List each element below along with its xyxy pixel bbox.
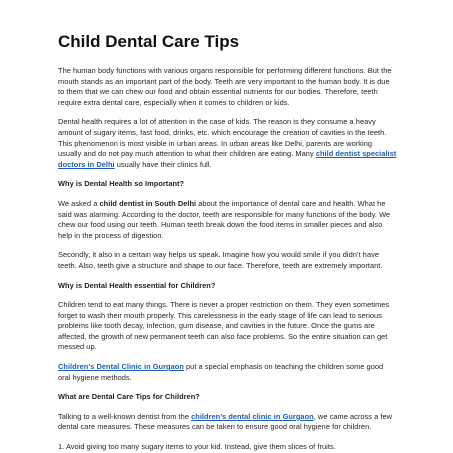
children-care-paragraph: Children tend to eat many things. There is never a proper restriction on them. They even sometimes forget to wash their mouth properly. This carelessness in the early stage of life can lead to serious problems like tooth decay, infection, gum disease, and cavities in the future. Once the gums are affected, the growth of new permanent teeth can also face problems. So the entire situation can get messed up. [58, 300, 390, 352]
south-delhi-paragraph [58, 199, 397, 241]
urban-dental-text-end: usually have their clinics full. [114, 159, 212, 169]
childrens-dental-clinic-link[interactable]: children’s dental clinic in Gurgaon [191, 411, 314, 421]
south-delhi-text-end: about the importance of dental care and health. What he said was alarming. According to the doctor, teeth are responsible for many functions of the body. We chew our food using our teeth. Human teeth break down the food items in smaller pieces and also help in the process of digestion. [58, 198, 391, 240]
south-delhi-bold: child dentist in South Delhi [99, 198, 197, 208]
urban-dental-text: Dental health requires a lot of attention in the case of kids. The reason is they consume a heavy amount of sugary items, fast food, drinks, etc. which encourage the creation of cavities in the teeth. This phenomenon is most visible in urban areas. In urban areas like Delhi, parents are working usually and do not pay much attention to what their children are eating. Many [58, 117, 387, 159]
section-heading-children: Why is Dental Health essential for Children? [58, 280, 216, 290]
tips-intro-text-end: , we came across a few dental care measures. These measures can be taken to ensure good oral hygiene for children. [58, 411, 393, 432]
gurgaon-clinic-text: put a special emphasis on teaching the children some good oral hygiene methods. [58, 362, 384, 382]
gurgaon-clinic-paragraph [58, 362, 397, 383]
tip-1-item: 1. Avoid giving too many sugary items to your kid. Instead, give them slices of fruits. [58, 442, 336, 452]
intro-paragraph: The human body functions with various organs responsible for performing different functions. But the mouth stands as an important part of the body. Teeth are very important to the human body. It is due to them that we can chew our food and obtain essential nutrients for our bodies. Therefore, teeth require extra dental care, especially when it comes to children or kids. [58, 66, 392, 107]
urban-dental-paragraph [58, 117, 397, 170]
speech-paragraph: Secondly, it also in a certain way helps us speak. Imagine how you would smile if you didn’t have teeth. Also, teeth give a structure and shape to our face. Therefore, teeth are extremely important. [58, 250, 383, 270]
tips-intro-paragraph [58, 412, 397, 433]
section-heading-tips: What are Dental Care Tips for Children? [58, 392, 200, 402]
tips-intro-text-start: Talking to a well-known dentist from the [58, 411, 192, 421]
section-heading-importance: Why is Dental Health so Important? [58, 179, 185, 189]
south-delhi-text-start: We asked a [58, 198, 100, 208]
child-dentist-delhi-link[interactable]: child dentist specialist doctors in Delhi [58, 149, 397, 169]
page-title: Child Dental Care Tips [58, 32, 240, 51]
gurgaon-clinic-link[interactable]: Children’s Dental Clinic in Gurgaon [58, 362, 184, 372]
